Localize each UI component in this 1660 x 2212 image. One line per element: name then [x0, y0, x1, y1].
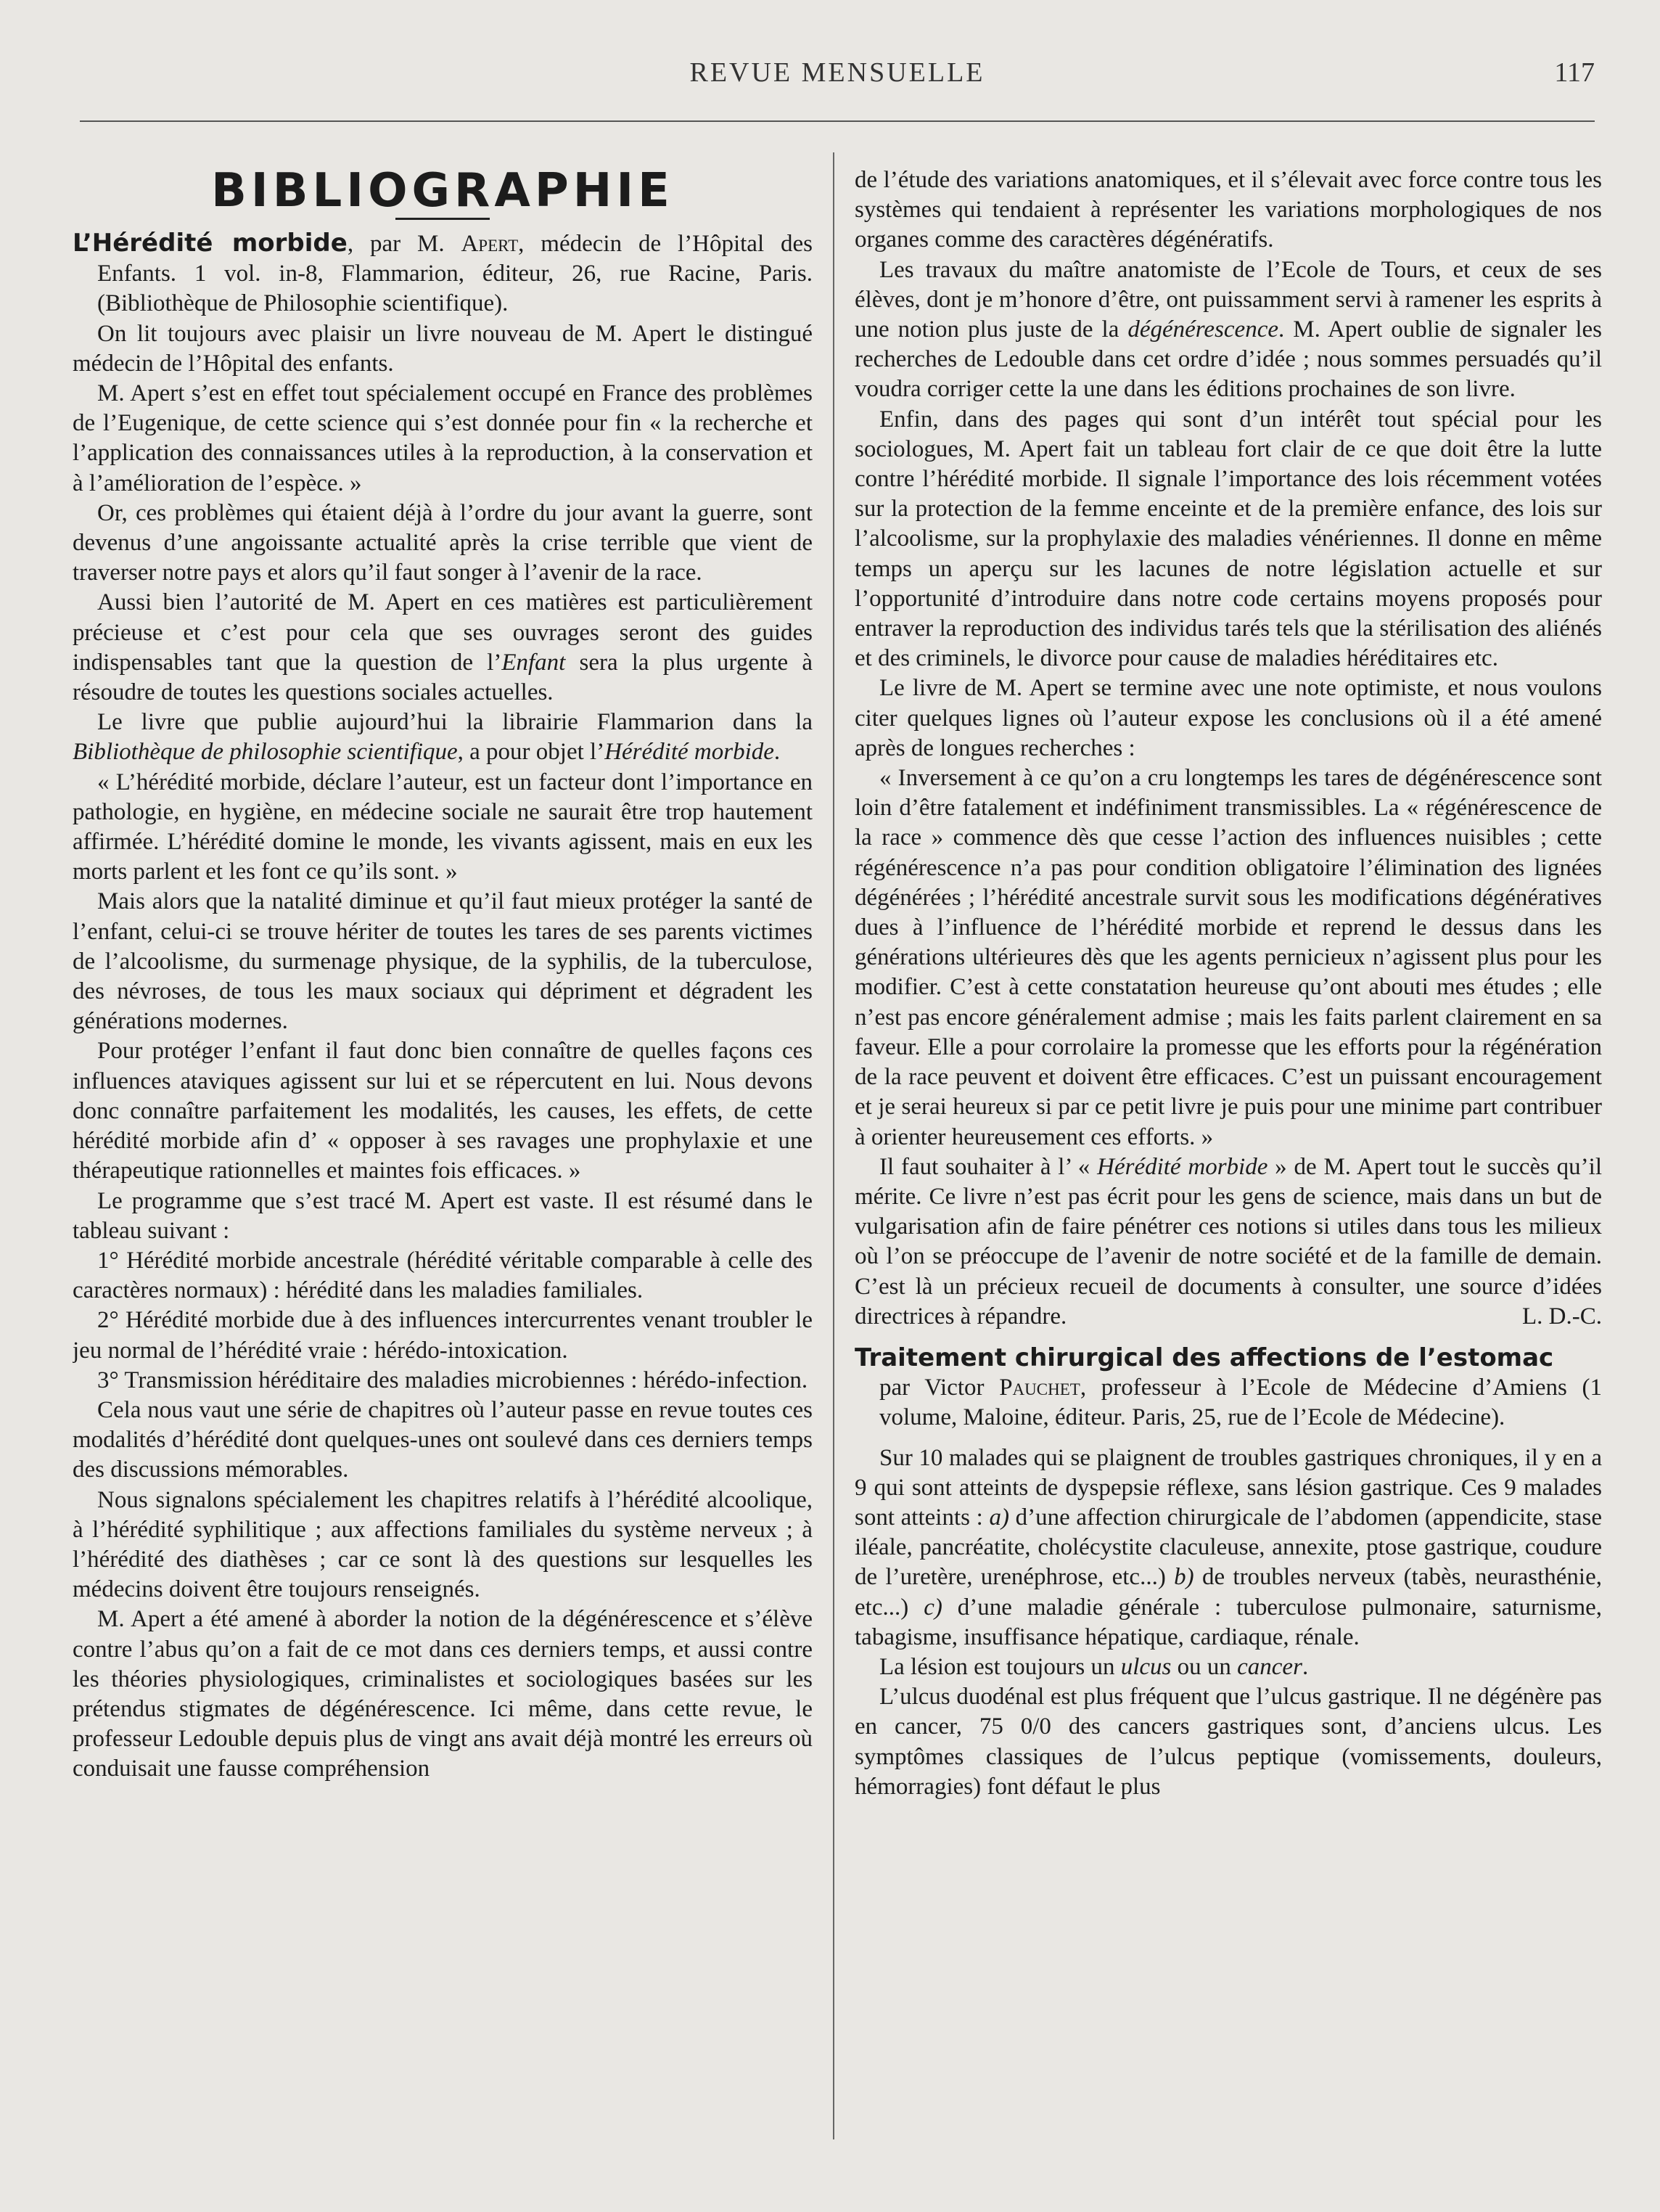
paragraph — [855, 1652, 1602, 1682]
italic-run: Enfant — [501, 649, 566, 676]
paragraph: Le programme que s’est tracé M. Apert est vaste. Il est résumé dans le tableau suivant : — [73, 1187, 813, 1244]
text-run: d’une affection chirurgicale de l’abdomen (appendicite, stase iléale, pancréatite, cholécystite claculeuse, annexite, ptose gastrique, coudure de l’uretère, urenéphrose, etc...) — [855, 1504, 1602, 1591]
text-run: Sur 10 malades qui se plaignent de troubles gastriques chroniques, il y en a 9 qui sont atteints de dyspepsie réflexe, sans lésion gastrique. Ces 9 malades sont atteints : — [855, 1444, 1602, 1531]
text-run: » de M. Apert tout le succès qu’il mérite. Ce livre n’est pas écrit pour les gens de science, mais dans un but de vulgarisation afin de faire pénétrer ces notions si utiles dans tous les milieux où l’on se préoccupe de l’avenir de notre société et de la famille de demain. C’est là un précieux recueil de documents à consulter, une source d’idées directrices à répandre. — [855, 1153, 1602, 1330]
review-heading — [73, 229, 813, 319]
text-run: Il faut souhaiter à l’ « — [879, 1153, 1098, 1180]
list-item: 1° Hérédité morbide ancestrale (hérédité véritable comparable à celle des caractères normaux) : hérédité dans les maladies familiales. — [73, 1247, 813, 1304]
paragraph: L’ulcus duodénal est plus fréquent que l’ulcus gastrique. Il ne dégénère pas en cancer, 75 0/0 des cancers gastriques sont, d’anciens ulcus. Les symptômes classiques de l’ulcus peptique (vomissements, douleurs, hémorragies) font défaut le plus — [855, 1684, 1602, 1800]
italic-run: a) — [989, 1504, 1009, 1531]
review-byline-b: , médecin de l’Hôpital des Enfants. 1 vol. in-8, Flammarion, éditeur, 26, rue Racine, Paris. (Bibliothèque de Philosophie scientifique). — [97, 231, 813, 317]
title-rule — [395, 218, 490, 220]
left-column — [73, 165, 813, 2154]
paragraph: Or, ces problèmes qui étaient déjà à l’ordre du jour avant la guerre, sont devenus d’une angoissante actualité après la crise terrible que vient de traverser notre pays et alors qu’il faut songer à l’avenir de la race. — [73, 499, 813, 586]
list-item: 3° Transmission héréditaire des maladies microbiennes : hérédo-infection. — [97, 1367, 808, 1393]
review-author: Pauchet — [999, 1375, 1080, 1401]
header-rule — [80, 120, 1595, 122]
text-run: ou un — [1171, 1653, 1238, 1680]
text-run: Le livre que publie aujourd’hui la librairie Flammarion dans la — [97, 709, 813, 736]
review-author: Apert — [461, 231, 519, 257]
italic-run: c) — [924, 1594, 942, 1621]
paragraph: Pour protéger l’enfant il faut donc bien connaître de quelles façons ces influences ataviques agissent sur lui et se répercutent en lui. Nous devons donc connaître parfaitement les modalités, les causes, les effets, de cette hérédité morbide afin d’ « opposer à ses ravages une prophylaxie et une thérapeutique rationnelles et maintes fois efficaces. » — [73, 1038, 813, 1184]
italic-run: Bibliothèque de philosophie scientifique — [73, 739, 458, 766]
paragraph — [855, 255, 1602, 405]
review-byline-a: , par M. — [347, 231, 461, 257]
paragraph: Mais alors que la natalité diminue et qu’il faut mieux protéger la santé de l’enfant, celui-ci se trouve hériter de toutes les tares de ses parents victimes de l’alcoolisme, du surmenage physique, de la syphilis, de la tuberculose, des névroses, de tous les maux sociaux qui dépriment et dégradent les générations modernes. — [73, 888, 813, 1035]
section-title: BIBLIOGRAPHIE — [211, 165, 674, 218]
review-heading — [855, 1343, 1602, 1433]
paragraph: « L’hérédité morbide, déclare l’auteur, est un facteur dont l’importance en pathologie, en hygiène, en médecine sociale ne saurait être trop hautement affirmée. L’hérédité domine le monde, les vivants agissent, mais en eux les morts parlent et les font ce qu’ils sont. » — [73, 769, 813, 885]
italic-run: Hérédité morbide — [1097, 1153, 1268, 1180]
text-run: . — [773, 739, 781, 766]
paragraph: M. Apert a été amené à aborder la notion de la dégénérescence et s’élève contre l’abus qu’on a fait de ce mot dans ces derniers temps, et aussi contre les théories physiologiques, criminalistes et sociologiques basées sur les prétendus stigmates de dégénérescence. Ici même, dans cette revue, le professeur Ledouble depuis plus de vingt ans avait déjà montré les erreurs où conduisait une fausse compréhension — [73, 1606, 813, 1782]
italic-run: dégénérescence — [1127, 316, 1278, 343]
paragraph: Enfin, dans des pages qui sont d’un intérêt tout spécial pour les sociologues, M. Apert fait un tableau fort clair de ce que doit être la lutte contre l’hérédité morbide. Il signale l’importance des lois récemment votées sur la protection de la femme enceinte et de la première enfance, des lois sur l’alcoolisme, sur la prophylaxie des maladies vénériennes. Il donne en même temps un aperçu sur les lacunes de notre législation actuelle et sur l’opportunité d’introduire dans notre code certains moyens proposés pour entraver la reproduction des individus tarés tels que la stérilisation des aliénés et des criminels, le divorce pour cause de maladies héréditaires etc. — [855, 406, 1602, 672]
signature: L. D.-C. — [1522, 1303, 1602, 1330]
paragraph — [855, 1152, 1602, 1332]
text-run: , a pour objet l’ — [457, 739, 605, 766]
paragraph — [855, 1443, 1602, 1652]
paragraph: Nous signalons spécialement les chapitres relatifs à l’hérédité alcoolique, à l’hérédité syphilitique ; aux affections familiales du système nerveux ; à l’hérédité des diathèses ; car ce sont là des questions sur lesquelles les médecins doivent être toujours renseignés. — [73, 1486, 813, 1603]
italic-run: cancer — [1237, 1653, 1302, 1680]
review-byline-a: par Victor — [879, 1375, 1000, 1401]
text-run: . M. Apert oublie de signaler les recherches de Ledouble dans cet ordre d’idée ; nous sommes persuadés qu’il voudra corriger cette la une dans les éditions prochaines de son livre. — [855, 316, 1602, 403]
page-header — [80, 51, 1595, 109]
paragraph: Le livre de M. Apert se termine avec une note optimiste, et nous voulons citer quelques lignes où l’auteur expose les conclusions où il a été amené après de longues recherches : — [855, 675, 1602, 761]
paragraph: Cela nous vaut une série de chapitres où l’auteur passe en revue toutes ces modalités d’hérédité dont quelques-unes ont soulevé dans ces derniers temps des discussions mémorables. — [73, 1396, 813, 1483]
list-item: 2° Hérédité morbide due à des influences intercurrentes venant troubler le jeu normal de l’hérédité vraie : hérédo-intoxication. — [73, 1307, 813, 1364]
paragraph: M. Apert s’est en effet tout spécialement occupé en France des problèmes de l’Eugenique, de cette science qui s’est donnée pour fin « la recherche et l’application des connaissances utiles à la reproduction, à la conservation et à l’amélioration de l’espèce. » — [73, 380, 813, 496]
running-head: REVUE MENSUELLE — [689, 57, 985, 88]
text-run: Les travaux du maître anatomiste de l’Ecole de Tours, et ceux de ses élèves, dont je m’honore d’être, ont puissamment servi à ramener les esprits à une notion plus juste de la — [855, 256, 1602, 343]
column-divider — [833, 152, 834, 2139]
paragraph — [73, 588, 813, 708]
paragraph — [73, 708, 813, 767]
right-column — [855, 165, 1602, 2154]
text-run: de troubles nerveux (tabès, neurasthénie, etc...) — [855, 1564, 1602, 1621]
paragraph: On lit toujours avec plaisir un livre nouveau de M. Apert le distingué médecin de l’Hôpital des enfants. — [73, 320, 813, 377]
text-run: La lésion est toujours un — [879, 1653, 1121, 1680]
review-title: L’Hérédité morbide — [73, 229, 348, 258]
italic-run: b) — [1174, 1564, 1194, 1591]
paragraph: de l’étude des variations anatomiques, et il s’élevait avec force contre tous les systèmes qui tendaient à représenter les variations morphologiques de nos organes comme des caractères dégénératifs. — [855, 167, 1602, 253]
review-title: Traitement chirurgical des affections de l’estomac — [855, 1343, 1554, 1372]
text-run: Aussi bien l’autorité de M. Apert en ces matières est particulièrement précieuse et c’est pour cela que ses ouvrages seront des guides indispensables tant que la question de l’ — [73, 589, 813, 676]
text-run: sera la plus urgente à résoudre de toutes les questions sociales actuelles. — [73, 649, 813, 706]
italic-run: ulcus — [1120, 1653, 1172, 1680]
quotation: « Inversement à ce qu’on a cru longtemps les tares de dégénérescence sont loin d’être fatalement et indéfiniment transmissibles. La « régénérescence de la race » commence dès que cesse l’action des influences nuisibles ; cette régénérescence n’a pas pour condition obligatoire l’élimination des lignées dégénérées ; l’hérédité ancestrale survit sous les modifications dégénératives dues à l’influence de l’hérédité morbide et reprend le dessus dans les générations ultérieures dès que les agents pernicieux n’agissent plus pour les modifier. C’est à cette constatation heureuse qu’ont abouti mes études ; elle n’est pas encore généralement admise ; mais les faits parlent clairement en sa faveur. Elle a pour corrolaire la promesse que les efforts pour la régénération de la race peuvent et doivent être efficaces. C’est un puissant encouragement et je serai heureux si par ce petit livre je puis pour une minime part contribuer à orienter heureusement ces efforts. » — [855, 765, 1602, 1150]
text-run: d’une maladie générale : tuberculose pulmonaire, saturnisme, tabagisme, insuffisance hépatique, cardiaque, rénale. — [855, 1594, 1602, 1650]
review-byline-b: , professeur à l’Ecole de Médecine d’Amiens (1 volume, Maloine, éditeur. Paris, 25, rue de l’Ecole de Médecine). — [879, 1375, 1602, 1431]
text-run: . — [1302, 1653, 1309, 1680]
page-number: 117 — [1554, 57, 1595, 88]
italic-run: Hérédité morbide — [604, 739, 774, 766]
